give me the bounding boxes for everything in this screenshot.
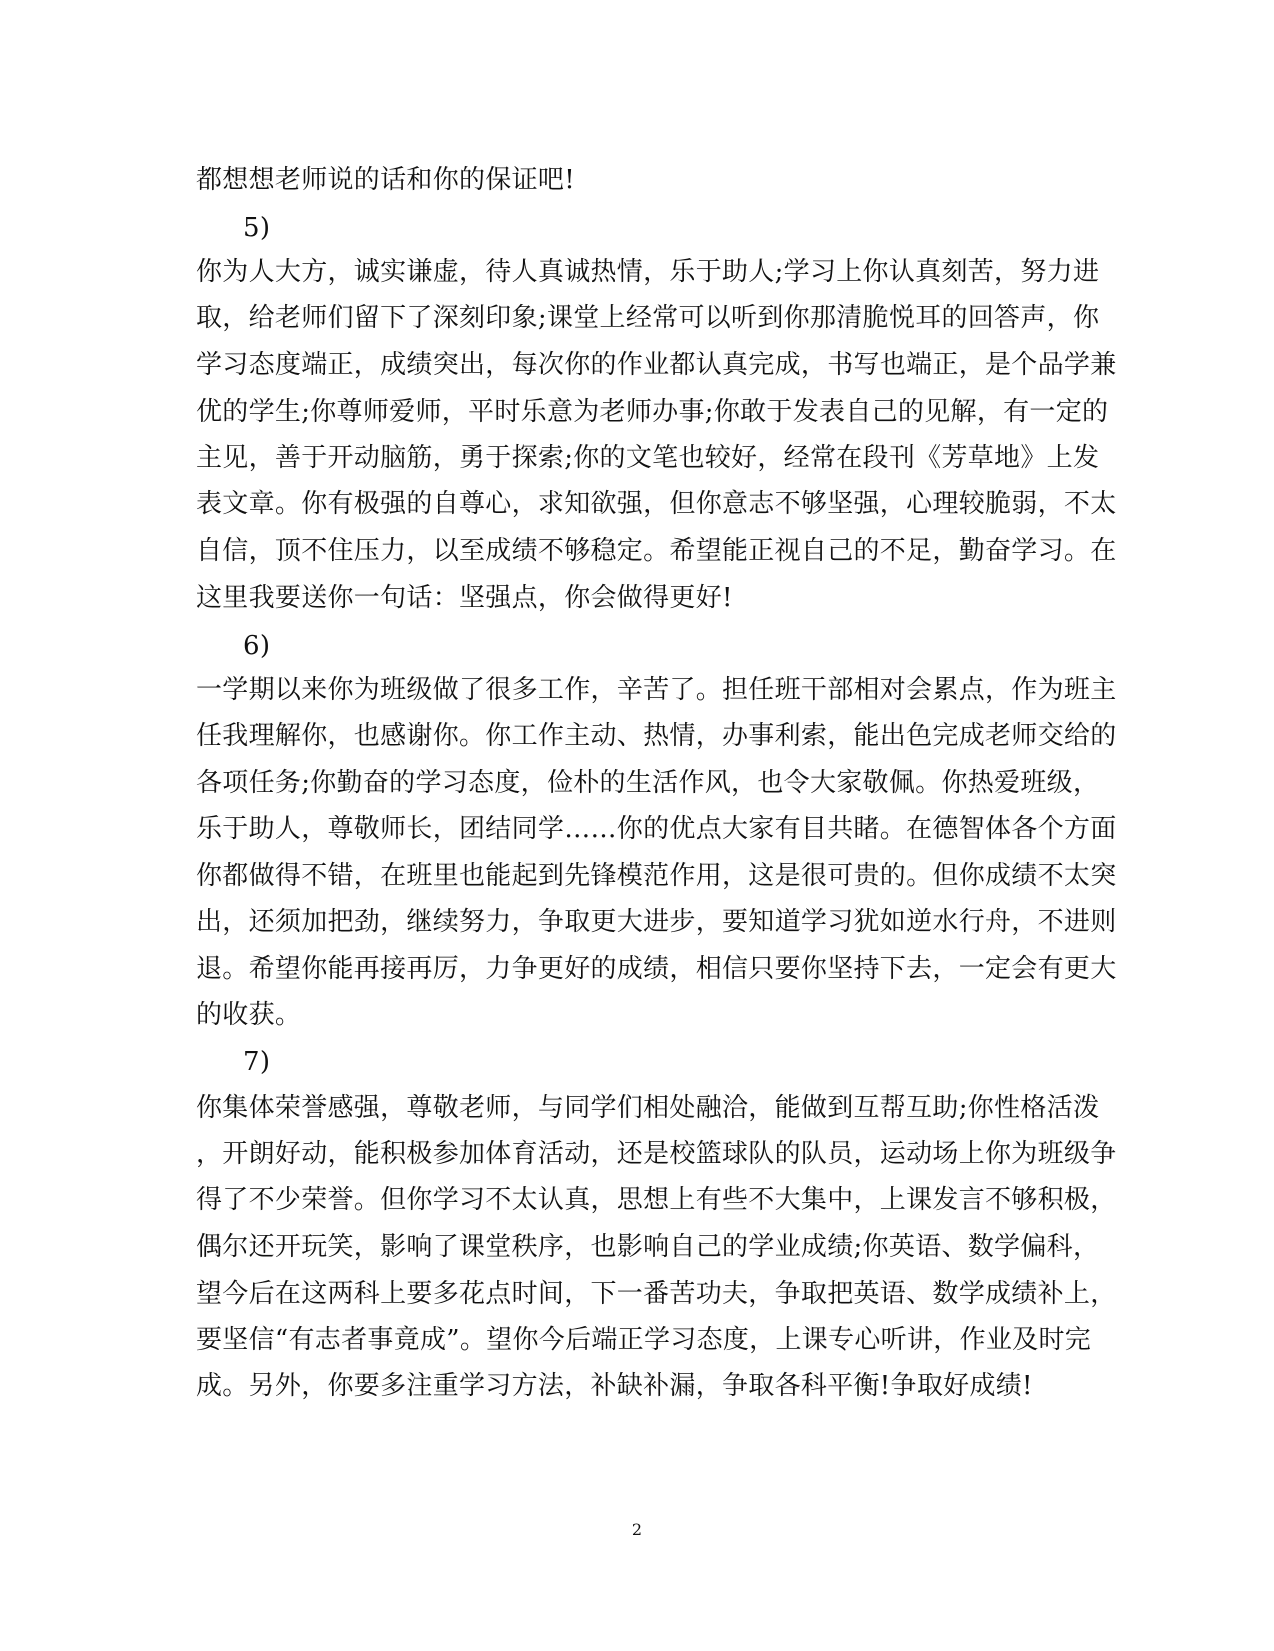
- text-line: 自信，顶不住压力，以至成绩不够稳定。希望能正视自己的不足，勤奋学习。在: [196, 536, 1117, 566]
- text-line: 望今后在这两科上要多花点时间，下一番苦功夫，争取把英语、数学成绩补上，: [196, 1279, 1117, 1309]
- item-number-5: 5): [243, 213, 271, 243]
- page-number: 2: [631, 1520, 643, 1539]
- text-line: 退。希望你能再接再厉，力争更好的成绩，相信只要你坚持下去，一定会有更大: [196, 954, 1117, 984]
- text-line: 这里我要送你一句话：坚强点，你会做得更好!: [196, 583, 733, 613]
- text-line: 优的学生;你尊师爱师，平时乐意为老师办事;你敢于发表自己的见解，有一定的: [196, 397, 1109, 427]
- text-line: 学习态度端正，成绩突出，每次你的作业都认真完成，书写也端正，是个品学兼: [196, 350, 1117, 380]
- text-line: ，开朗好动，能积极参加体育活动，还是校篮球队的队员，运动场上你为班级争: [196, 1139, 1117, 1169]
- text-line: 乐于助人，尊敬师长，团结同学……你的优点大家有目共睹。在德智体各个方面: [196, 814, 1117, 844]
- text-line: 出，还须加把劲，继续努力，争取更大进步，要知道学习犹如逆水行舟，不进则: [196, 907, 1117, 937]
- text-line: 主见，善于开动脑筋，勇于探索;你的文笔也较好，经常在段刊《芳草地》上发: [196, 443, 1100, 473]
- text-line: 你为人大方，诚实谦虚，待人真诚热情，乐于助人;学习上你认真刻苦，努力进: [196, 257, 1100, 287]
- text-line: 任我理解你，也感谢你。你工作主动、热情，办事利索，能出色完成老师交给的: [196, 721, 1117, 751]
- text-line: 你都做得不错，在班里也能起到先锋模范作用，这是很可贵的。但你成绩不太突: [196, 861, 1117, 891]
- text-line: 取，给老师们留下了深刻印象;课堂上经常可以听到你那清脆悦耳的回答声，你: [196, 303, 1100, 333]
- item-number-7: 7): [243, 1047, 271, 1077]
- text-line: 得了不少荣誉。但你学习不太认真，思想上有些不大集中，上课发言不够积极，: [196, 1185, 1117, 1215]
- text-line: 都想想老师说的话和你的保证吧!: [196, 165, 575, 195]
- text-line: 表文章。你有极强的自尊心，求知欲强，但你意志不够坚强，心理较脆弱，不太: [196, 489, 1117, 519]
- text-line: 你集体荣誉感强，尊敬老师，与同学们相处融洽，能做到互帮互助;你性格活泼: [196, 1093, 1100, 1123]
- text-line: 的收获。: [196, 1000, 302, 1030]
- text-line: 各项任务;你勤奋的学习态度，俭朴的生活作风，也令大家敬佩。你热爱班级，: [196, 768, 1100, 798]
- text-line: 成。另外，你要多注重学习方法，补缺补漏，争取各科平衡!争取好成绩!: [196, 1371, 1033, 1401]
- text-line: 要坚信“有志者事竟成”。望你今后端正学习态度，上课专心听讲，作业及时完: [196, 1325, 1092, 1355]
- text-line: 偶尔还开玩笑，影响了课堂秩序，也影响自己的学业成绩;你英语、数学偏科，: [196, 1232, 1100, 1262]
- text-line: 一学期以来你为班级做了很多工作，辛苦了。担任班干部相对会累点，作为班主: [196, 675, 1117, 705]
- item-number-6: 6): [243, 631, 271, 661]
